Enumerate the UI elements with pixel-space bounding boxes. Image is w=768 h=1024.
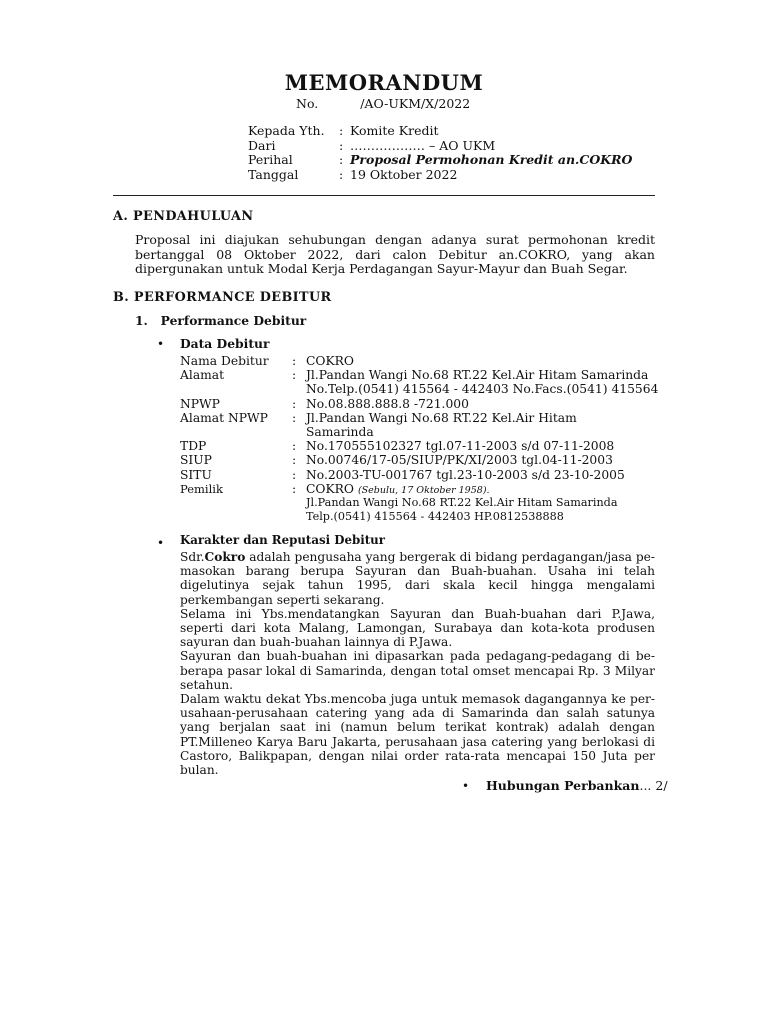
row-value: No.00746/17-05/SIUP/PK/XI/2003 tgl.04-11-2003	[306, 453, 613, 468]
memo-title: MEMORANDUM	[284, 70, 484, 95]
row-colon: :	[292, 396, 297, 411]
continuation-bold: Hubungan Perbankan	[486, 778, 640, 793]
table-row	[0, 411, 768, 426]
owner-name: COKRO	[306, 481, 355, 496]
row-colon: :	[292, 467, 297, 482]
row-label: Alamat	[180, 368, 225, 383]
karakter-paragraph-2: Selama ini Ybs.mendatangkan Sayuran dan Buah-buahan dari P.Jawa, seperti dari kota Malang, Lamongan, Surabaya dan kota-kota produsen sayuran dan buah-buahan lainnya di P.Jawa.	[180, 606, 655, 650]
row-colon: :	[292, 439, 297, 454]
table-row	[0, 468, 768, 483]
table-row	[0, 439, 768, 454]
header-row-subject	[0, 153, 768, 168]
header-value: Proposal Permohonan Kredit an.COKRO	[350, 152, 633, 167]
table-row	[0, 397, 768, 412]
row-label: SIUP	[180, 453, 212, 468]
header-label: Tanggal	[248, 166, 299, 182]
header-colon: :	[339, 166, 344, 182]
row-value: No.2003-TU-001767 tgl.23-10-2003 s/d 23-10-2005	[306, 467, 625, 482]
header-row-to	[0, 124, 768, 139]
row-colon: :	[292, 354, 297, 368]
karakter-paragraph-3: Sayuran dan buah-buahan ini dipasarkan pada pedagang-pedagang di be-berapa pasar lokal di Samarinda, dengan total omset mencapai Rp. 3 Milyar setahun.	[180, 649, 655, 692]
row-colon: :	[292, 453, 297, 468]
row-value: Jl.Pandan Wangi No.68 RT.22 Kel.Air Hitam Samarinda	[306, 368, 649, 383]
memo-number-value: /AO-UKM/X/2022	[360, 96, 471, 111]
row-value: No.Telp.(0541) 415564 - 442403 No.Facs.(0541) 415564	[306, 382, 659, 397]
karakter-title: Karakter dan Reputasi Debitur	[180, 533, 385, 547]
header-label: Kepada Yth.	[248, 123, 325, 138]
table-row	[0, 496, 768, 511]
row-value: Samarinda	[306, 425, 374, 439]
debtor-name-bold: Cokro	[204, 550, 246, 564]
bullet-icon: •	[157, 536, 165, 550]
table-row	[0, 354, 768, 369]
row-label: NPWP	[180, 396, 220, 411]
section-b-heading: B. PERFORMANCE DEBITUR	[113, 290, 332, 305]
row-label: TDP	[180, 439, 207, 454]
table-row	[0, 425, 768, 440]
debtor-data-table	[0, 354, 768, 524]
subsection-performance-debitur: 1. Performance Debitur	[135, 313, 307, 328]
table-row	[0, 382, 768, 397]
memo-number-label: No.	[296, 96, 319, 111]
data-debitur-title: Data Debitur	[180, 336, 270, 351]
table-row-owner	[0, 482, 768, 497]
karakter-body	[180, 550, 655, 777]
table-row	[0, 368, 768, 383]
section-a-heading: A. PENDAHULUAN	[113, 209, 254, 224]
header-colon: :	[339, 152, 344, 167]
header-label: Perihal	[248, 152, 293, 167]
row-value: No.170555102327 tgl.07-11-2003 s/d 07-11-2008	[306, 439, 615, 454]
owner-birth: (Sebulu, 17 Oktober 1958).	[357, 484, 490, 496]
table-row	[0, 510, 768, 525]
memo-number	[296, 96, 470, 111]
continuation-note	[486, 778, 668, 793]
continuation-page: ... 2/	[639, 778, 668, 793]
row-value: No.08.888.888.8 -721.000	[306, 396, 469, 411]
row-label: Pemilik	[180, 481, 223, 496]
row-value: Jl.Pandan Wangi No.68 RT.22 Kel.Air Hitam	[306, 410, 577, 425]
row-label: Nama Debitur	[180, 354, 269, 368]
section-a-paragraph: Proposal ini diajukan sehubungan dengan adanya surat permohonan kredit bertanggal 08 Oktober 2022, dari calon Debitur an.COKRO, yang akan dipergunakan untuk Modal Kerja Perdagangan Sayur-Mayur dan Buah Segar.	[135, 232, 655, 276]
header-value: ……………… – AO UKM	[350, 137, 496, 153]
memo-header	[0, 124, 768, 184]
header-label: Dari	[248, 137, 276, 153]
bullet-icon: •	[462, 779, 470, 793]
row-colon: :	[292, 410, 297, 425]
header-colon: :	[339, 123, 344, 138]
header-colon: :	[339, 137, 344, 153]
header-row-date	[0, 168, 768, 183]
row-value: COKRO	[306, 354, 355, 368]
header-value: 19 Oktober 2022	[350, 166, 458, 182]
row-colon: :	[292, 368, 297, 383]
owner-phone: Telp.(0541) 415564 - 442403 HP.0812538888	[306, 510, 564, 524]
owner-address: Jl.Pandan Wangi No.68 RT.22 Kel.Air Hitam Samarinda	[306, 496, 618, 509]
row-colon: :	[292, 481, 297, 496]
header-divider	[113, 195, 655, 196]
row-label: Alamat NPWP	[180, 410, 268, 425]
karakter-paragraph-4: Dalam waktu dekat Ybs.mencoba juga untuk memasok dagangannya ke per-usahaan-perusahaan catering yang ada di Samarinda dan salah satunya yang berjalan saat ini (namun belum terikat kontrak) adalah dengan PT.Milleneo Karya Baru Jakarta, perusahaan jasa catering yang berlokasi di Castoro, Balikpapan, dengan nilai order rata-rata mencapai 150 Juta per bulan.	[180, 692, 655, 778]
header-value: Komite Kredit	[350, 123, 439, 138]
table-row	[0, 453, 768, 468]
row-label: SITU	[180, 467, 212, 482]
karakter-paragraph-1: Sdr.Cokro adalah pengusaha yang bergerak di bidang perdagangan/jasa pe-masokan barang berupa Sayuran dan Buah-buahan. Usaha ini telah digelutinya sejak tahun 1995, dari skala kecil hingga mengalami perkembangan seperti sekarang.	[180, 550, 655, 607]
bullet-icon: •	[157, 337, 165, 351]
